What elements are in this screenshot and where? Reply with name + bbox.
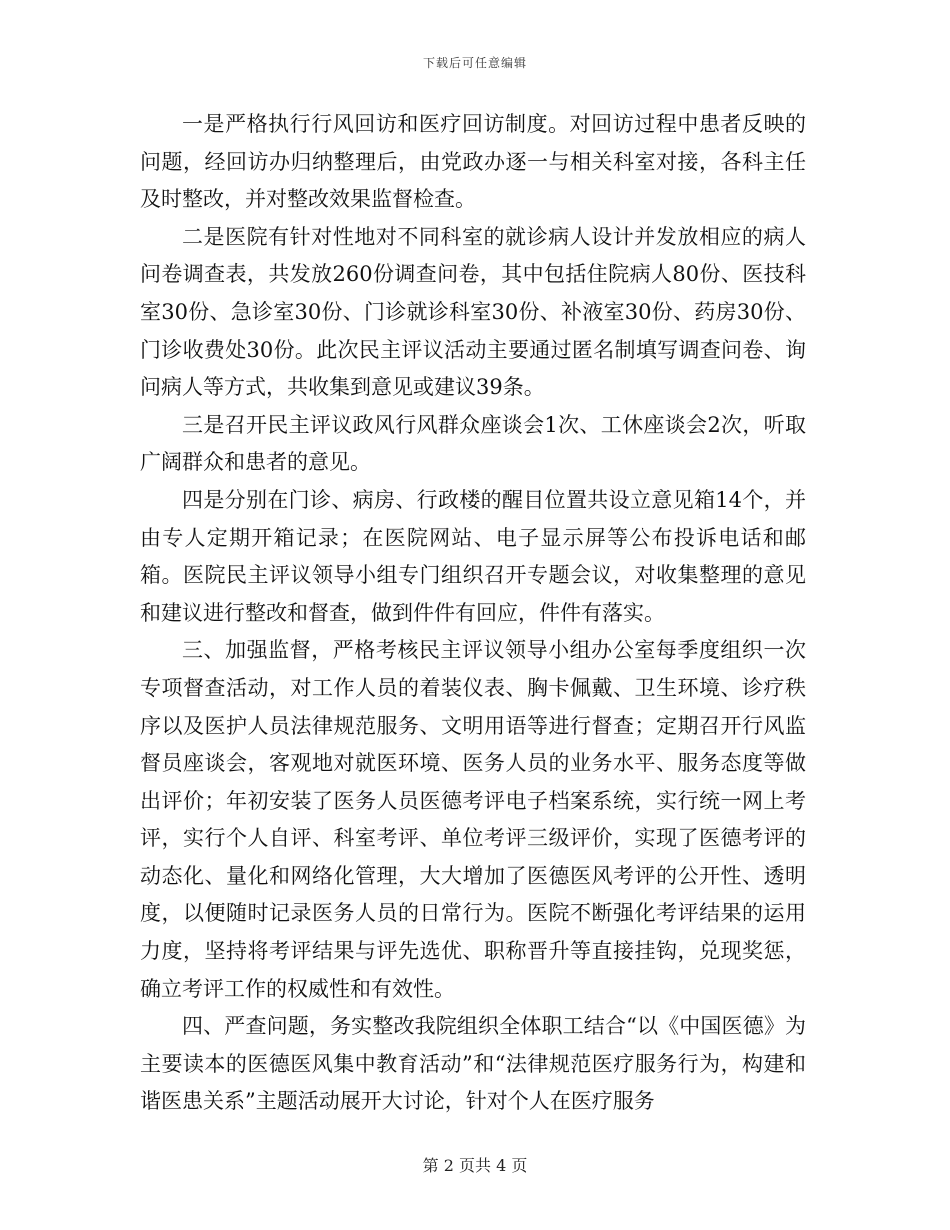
document-body xyxy=(140,106,806,1121)
paragraph-questionnaire: 二是医院有针对性地对不同科室的就诊病人设计并发放相应的病人问卷调查表，共发放260份调查问卷，其中包括住院病人80份、医技科室30份、急诊室30份、门诊就诊科室30份、补液室30份、药房30份、门诊收费处30份。此次民主评议活动主要通过匿名制填写调查问卷、询问病人等方式，共收集到意见或建议39条。 xyxy=(140,224,806,400)
page-footer: 第 2 页共 4 页 xyxy=(422,1156,528,1175)
paragraph-rectification: 四、严查问题，务实整改我院组织全体职工结合“以《中国医德》为主要读本的医德医风集中教育活动”和“法律规范医疗服务行为，构建和谐医患关系”主题活动展开大讨论，针对个人在医疗服务 xyxy=(140,1014,806,1114)
paragraph-return-visit: 一是严格执行行风回访和医疗回访制度。对回访过程中患者反映的问题，经回访办归纳整理后，由党政办逐一与相关科室对接，各科主任及时整改，并对整改效果监督检查。 xyxy=(140,112,806,212)
paragraph-symposium: 三是召开民主评议政风行风群众座谈会1次、工休座谈会2次，听取广阔群众和患者的意见。 xyxy=(140,412,806,475)
paragraph-supervision: 三、加强监督，严格考核民主评议领导小组办公室每季度组织一次专项督查活动，对工作人员的着装仪表、胸卡佩戴、卫生环境、诊疗秩序以及医护人员法律规范服务、文明用语等进行督查；定期召开行风监督员座谈会，客观地对就医环境、医务人员的业务水平、服务态度等做出评价；年初安装了医务人员医德考评电子档案系统，实行统一网上考评，实行个人自评、科室考评、单位考评三级评价，实现了医德考评的动态化、量化和网络化管理，大大增加了医德医风考评的公开性、透明度，以便随时记录医务人员的日常行为。医院不断强化考评结果的运用力度，坚持将考评结果与评先选优、职称晋升等直接挂钩，兑现奖惩，确立考评工作的权威性和有效性。 xyxy=(140,638,806,1001)
paragraph-suggestion-box: 四是分别在门诊、病房、行政楼的醒目位置共设立意见箱14个，并由专人定期开箱记录；在医院网站、电子显示屏等公布投诉电话和邮箱。医院民主评议领导小组专门组织召开专题会议，对收集整理的意见和建议进行整改和督查，做到件件有回应，件件有落实。 xyxy=(140,487,806,625)
page-header: 下载后可任意编辑 xyxy=(422,56,527,70)
